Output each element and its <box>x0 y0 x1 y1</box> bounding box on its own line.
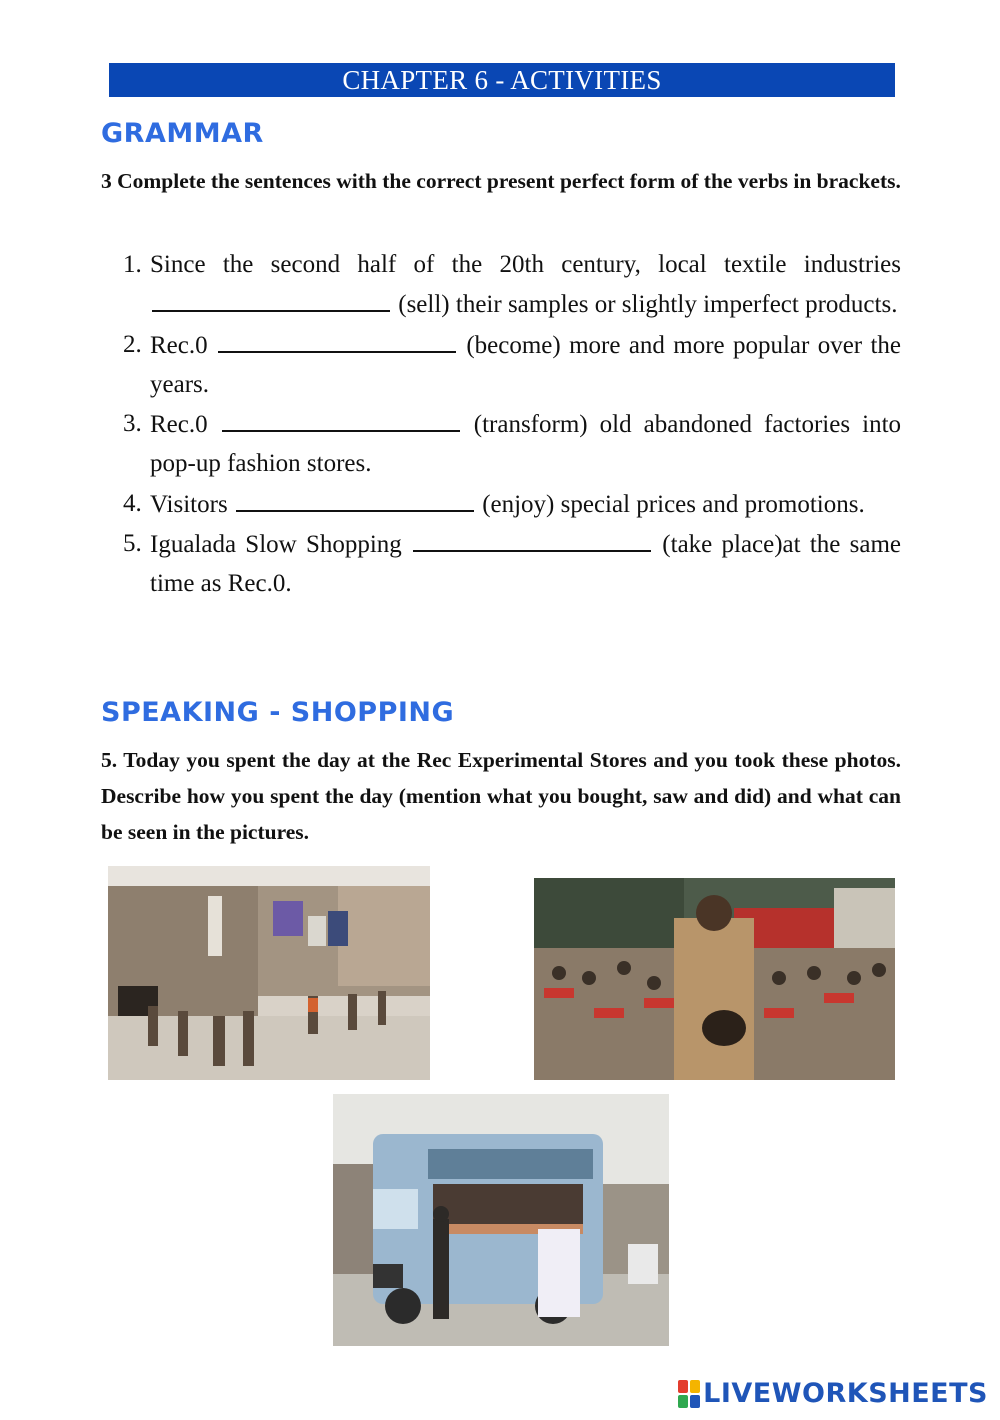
exercise-item <box>123 325 902 405</box>
item-verb: (transform) <box>473 411 588 439</box>
item-text-after: more and more popular over the years. <box>150 331 902 398</box>
item-number: 2. <box>123 330 142 358</box>
item-text-after: old abandoned factories into pop-up fashion stores. <box>150 411 902 478</box>
grammar-heading: GRAMMAR <box>101 118 264 149</box>
grammar-instruction: 3 Complete the sentences with the correct present perfect form of the verbs in brackets. <box>101 169 901 193</box>
liveworksheets-logo-icon <box>678 1380 700 1408</box>
concert-photo <box>534 878 895 1080</box>
item-verb: (become) <box>466 331 561 359</box>
answer-blank[interactable] <box>152 284 390 312</box>
item-verb: (enjoy) <box>482 490 555 518</box>
logo-text: LIVEWORKSHEETS <box>703 1378 988 1409</box>
item-text-before: Rec.0 <box>150 411 208 439</box>
exercise-item <box>123 524 902 604</box>
item-text-before: Since the second half of the 20th century, local textile industries <box>150 251 901 278</box>
item-text-after: their samples or slightly imperfect products. <box>455 291 898 319</box>
street-photo <box>108 866 430 1080</box>
item-text-before: Visitors <box>150 490 228 518</box>
item-number: 4. <box>123 489 142 517</box>
food-truck-photo <box>333 1094 669 1346</box>
item-text-before: Rec.0 <box>150 331 208 359</box>
item-text-after: special prices and promotions. <box>560 490 865 518</box>
exercise-item <box>123 245 901 325</box>
exercise-item <box>123 404 902 484</box>
item-number: 1. <box>123 251 142 278</box>
exercise-item <box>123 484 901 524</box>
item-text-after: the same time as Rec.0. <box>150 531 902 598</box>
chapter-banner: CHAPTER 6 - ACTIVITIES <box>109 63 895 97</box>
answer-blank[interactable] <box>413 524 651 552</box>
answer-blank[interactable] <box>218 325 456 353</box>
item-number: 5. <box>123 530 142 558</box>
answer-blank[interactable] <box>222 404 460 432</box>
item-verb: (take place)at <box>662 531 801 559</box>
item-number: 3. <box>123 410 142 438</box>
exercise-list <box>123 245 902 604</box>
item-text-before: Igualada Slow Shopping <box>150 531 402 559</box>
liveworksheets-logo <box>678 1378 988 1409</box>
speaking-heading: SPEAKING - SHOPPING <box>101 697 455 728</box>
answer-blank[interactable] <box>236 484 474 512</box>
speaking-instruction: 5. Today you spent the day at the Rec Experimental Stores and you took these photos. Describe how you spent the day (mention what you bought, saw and did) and what can be seen in the pictures. <box>101 748 901 844</box>
item-verb: (sell) <box>398 291 450 319</box>
